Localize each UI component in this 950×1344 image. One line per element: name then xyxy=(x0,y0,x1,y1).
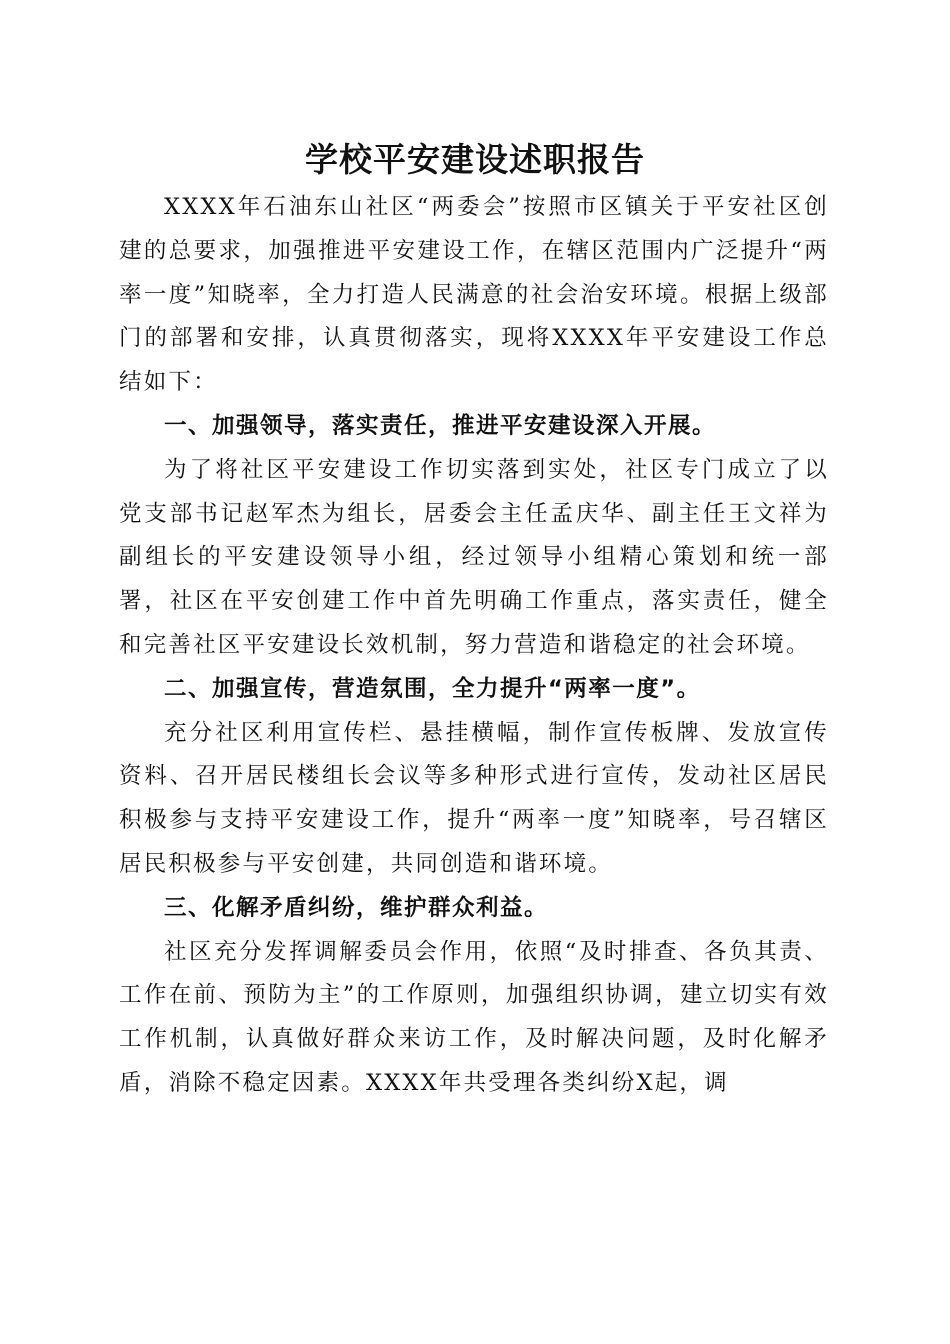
section-1-paragraph: 为了将社区平安建设工作切实落到实处，社区专门成立了以党支部书记赵军杰为组长，居委会主任孟庆华、副主任王文祥为副组长的平安建设领导小组，经过领导小组精心策划和统一部署，社区在平安创建工作中首先明确工作重点，落实责任，健全和完善社区平安建设长效机制，努力营造和谐稳定的社会环境。 xyxy=(119,456,829,658)
section-heading-3: 三、化解矛盾纠纷，维护群众利益。 xyxy=(164,894,549,921)
section-3-paragraph: 社区充分发挥调解委员会作用，依照“及时排查、各负其责、工作在前、预防为主”的工作原则，加强组织协调，建立切实有效工作机制，认真做好群众来访工作，及时解决问题，及时化解矛盾，消除不稳定因素。XXXX年共受理各类纠纷X起，调 xyxy=(119,938,829,1096)
document-title: 学校平安建设述职报告 xyxy=(305,140,645,179)
document-body xyxy=(119,186,829,1106)
intro-paragraph: XXXX年石油东山社区“两委会”按照市区镇关于平安社区创建的总要求，加强推进平安建设工作，在辖区范围内广泛提升“两率一度”知晓率，全力打造人民满意的社会治安环境。根据上级部门的部署和安排，认真贯彻落实，现将XXXX年平安建设工作总结如下： xyxy=(119,194,829,396)
section-2-paragraph: 充分社区利用宣传栏、悬挂横幅，制作宣传板牌、发放宣传资料、召开居民楼组长会议等多种形式进行宣传，发动社区居民积极参与支持平安建设工作，提升“两率一度”知晓率，号召辖区居民积极参与平安创建，共同创造和谐环境。 xyxy=(119,719,829,877)
section-heading-2: 二、加强宣传，营造氛围，全力提升“两率一度”。 xyxy=(164,675,701,702)
section-heading-1: 一、加强领导，落实责任，推进平安建设深入开展。 xyxy=(164,412,717,439)
